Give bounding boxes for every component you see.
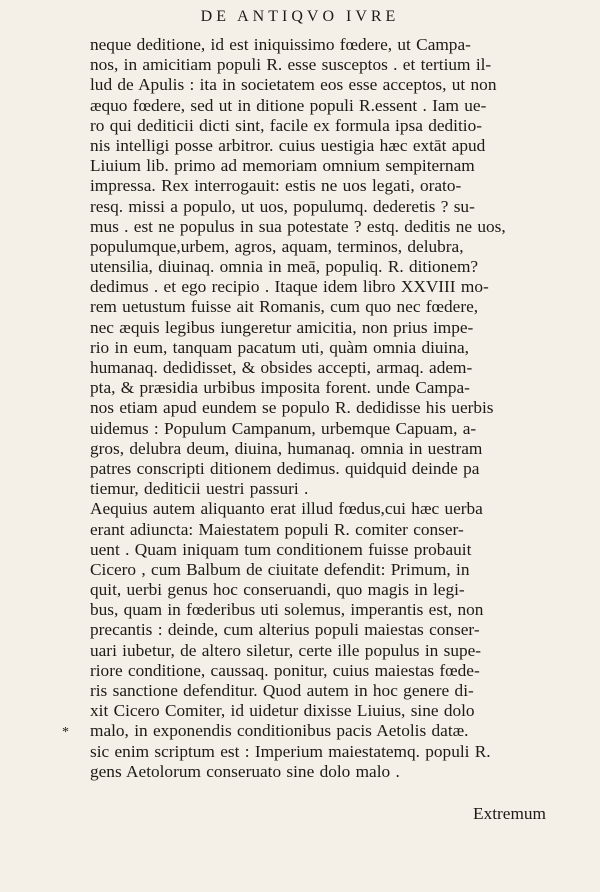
- text-line: Cicero , cum Balbum de ciuitate defendit: Primum, in: [90, 559, 470, 579]
- text-line: uari iubetur, de altero siletur, certe ille populus in supe-: [90, 640, 482, 660]
- text-line: uent . Quam iniquam tum conditionem fuisse probauit: [90, 539, 472, 559]
- text-line: xit Cicero Comiter, id uidetur dixisse Liuius, sine dolo: [90, 701, 475, 721]
- text-line: patres conscripti ditionem dedimus. quidquid deinde pa: [90, 458, 480, 478]
- text-line: rio in eum, tanquam pacatum uti, quàm omnia diuina,: [90, 337, 469, 357]
- margin-mark: *: [62, 725, 69, 740]
- text-line: gros, delubra deum, diuina, humanaq. omnia in uestram: [90, 438, 483, 458]
- text-line: Liuium lib. primo ad memoriam omnium sempiternam: [90, 156, 475, 176]
- text-line: humanaq. dedidisset, & obsides accepti, armaq. adem-: [90, 358, 473, 377]
- text-line: ro qui dediticii dicti sint, facile ex formula ipsa deditio-: [90, 115, 482, 135]
- text-line: mus . est ne populus in sua potestate ? estq. deditis ne uos,: [90, 216, 506, 236]
- text-line: bus, quam in fœderibus uti solemus, imperantis est, non: [90, 600, 484, 620]
- text-line: populumque,urbem, agros, aquam, terminos, delubra,: [90, 236, 464, 256]
- text-line: lud de Apulis : ita in societatem eos esse acceptos, ut non: [90, 75, 497, 95]
- text-line: erant adiuncta: Maiestatem populi R. comiter conser-: [90, 519, 464, 539]
- text-line: ris sanctione defenditur. Quod autem in hoc genere di-: [90, 681, 474, 700]
- text-line: quit, uerbi genus hoc conseruandi, quo magis in legi-: [90, 580, 465, 600]
- text-line: gens Aetolorum conseruato sine dolo malo .: [90, 761, 400, 781]
- text-line: neque deditione, id est iniquissimo fœdere, ut Campa-: [90, 35, 471, 54]
- text-line: tiemur, dediticii uestri passuri .: [90, 479, 309, 499]
- text-line: riore conditione, caussaq. ponitur, cuius maiestas fœde-: [90, 660, 480, 680]
- running-head: DE ANTIQVO IVRE: [200, 8, 400, 25]
- text-line: pta, & præsidia urbibus imposita forent. unde Campa-: [90, 378, 470, 398]
- text-line: nec æquis legibus iungeretur amicitia, non prius impe-: [90, 317, 474, 337]
- text-line: æquo fœdere, sed ut in ditione populi R.essent . Iam ue-: [90, 95, 487, 115]
- text-line: dedimus . et ego recipio . Itaque idem libro XXVIII mo-: [90, 277, 489, 297]
- text-line: sic enim scriptum est : Imperium maiestatemq. populi R.: [90, 741, 491, 761]
- text-line: nis intelligi posse arbitror. cuius uestigia hæc extāt apud: [90, 135, 486, 155]
- text-line: resq. missi a populo, ut uos, populumq. dederetis ? su-: [90, 196, 475, 216]
- text-line: impressa. Rex interrogauit: estis ne uos legati, orato-: [90, 176, 462, 196]
- body-text: [90, 35, 552, 782]
- catchword: Extremum: [473, 804, 546, 823]
- text-line: malo, in exponendis conditionibus pacis Aetolis datæ.: [90, 721, 469, 741]
- text-line: precantis : deinde, cum alterius populi maiestas conser-: [90, 620, 480, 640]
- text-line: rem uetustum fuisse ait Romanis, cum quo nec fœdere,: [90, 297, 479, 317]
- text-line: Aequius autem aliquanto erat illud fœdus,cui hæc uerba: [90, 499, 483, 519]
- text-line: utensilia, diuinaq. omnia in meā, populiq. R. ditionem?: [90, 257, 479, 277]
- text-line: nos etiam apud eundem se populo R. dedidisse his uerbis: [90, 398, 494, 418]
- text-line: nos, in amicitiam populi R. esse susceptos . et tertium il-: [90, 55, 492, 75]
- text-line: uidemus : Populum Campanum, urbemque Capuam, a-: [90, 418, 477, 438]
